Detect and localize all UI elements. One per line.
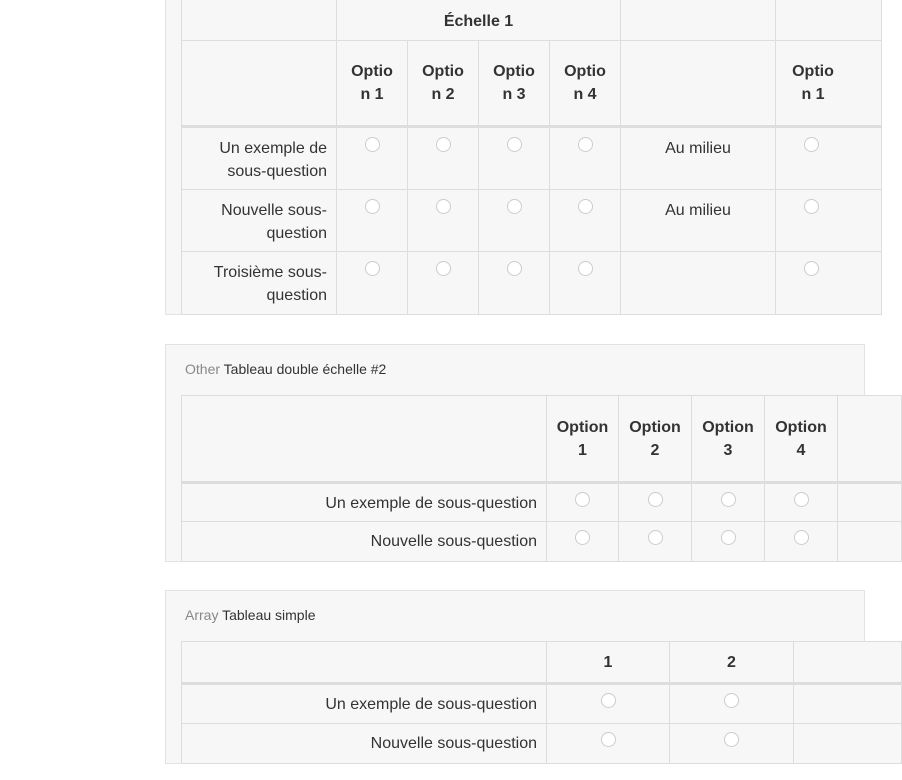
header-empty-middle [621,0,776,41]
option-header: Option 4 [765,396,838,483]
array-table [181,641,902,764]
header-empty [182,0,337,41]
question-panel-dual-scale-2 [165,344,865,562]
dual-scale-table-2 [181,395,902,562]
radio-button[interactable] [365,199,380,214]
radio-button[interactable] [794,492,809,507]
option-header: Optio n 4 [550,41,621,127]
question-text: Tableau simple [222,607,316,623]
radio-button[interactable] [507,199,522,214]
header-empty-scale-2 [776,0,882,41]
dual-scale-table-1 [181,0,882,315]
radio-button[interactable] [601,693,616,708]
radio-button[interactable] [804,261,819,276]
middle-label: Au milieu [621,127,776,190]
middle-label [621,252,776,315]
row-label: Nouvelle sous-question [182,190,337,252]
radio-button[interactable] [648,492,663,507]
option-header: Optio n 1 [337,41,408,127]
question-title [185,361,386,377]
radio-button[interactable] [436,137,451,152]
question-text: Tableau double échelle #2 [223,361,387,377]
row-label: Troisième sous-question [182,252,337,315]
question-panel-array [165,590,865,764]
radio-button[interactable] [436,199,451,214]
table-row [182,127,882,190]
radio-button[interactable] [365,137,380,152]
header-empty [182,642,547,684]
radio-button[interactable] [365,261,380,276]
option-header: Optio n 3 [479,41,550,127]
header-empty-middle [621,41,776,127]
radio-button[interactable] [804,199,819,214]
row-label: Un exemple de sous-question [182,127,337,190]
radio-button[interactable] [724,693,739,708]
radio-button[interactable] [804,137,819,152]
row-label: Un exemple de sous-question [182,483,547,522]
table-row [182,724,902,764]
radio-button[interactable] [724,732,739,747]
header-empty [838,396,902,483]
option-header: Option 2 [619,396,692,483]
radio-button[interactable] [575,492,590,507]
option-header-scale-2: Optio n 1 [776,41,882,127]
question-panel-dual-scale-1 [165,0,865,315]
header-empty [182,396,547,483]
row-label: Un exemple de sous-question [182,684,547,724]
question-type: Other [185,361,221,377]
radio-button[interactable] [721,492,736,507]
table-row [182,522,902,562]
middle-label: Au milieu [621,190,776,252]
radio-button[interactable] [794,530,809,545]
table-row [182,684,902,724]
scale-1-header: Échelle 1 [337,0,621,41]
radio-button[interactable] [436,261,451,276]
radio-button[interactable] [507,137,522,152]
radio-button[interactable] [578,199,593,214]
header-empty [794,642,902,684]
radio-button[interactable] [578,261,593,276]
header-empty [182,41,337,127]
radio-button[interactable] [721,530,736,545]
row-label: Nouvelle sous-question [182,522,547,562]
table-row [182,190,882,252]
row-label: Nouvelle sous-question [182,724,547,764]
option-header: Option 1 [547,396,619,483]
option-header: 2 [670,642,794,684]
radio-button[interactable] [578,137,593,152]
radio-button[interactable] [575,530,590,545]
option-header: 1 [547,642,670,684]
question-title [185,607,315,623]
radio-button[interactable] [507,261,522,276]
option-header: Option 3 [692,396,765,483]
question-type: Array [185,607,219,623]
table-row [182,252,882,315]
radio-button[interactable] [648,530,663,545]
table-row [182,483,902,522]
option-header: Optio n 2 [408,41,479,127]
radio-button[interactable] [601,732,616,747]
